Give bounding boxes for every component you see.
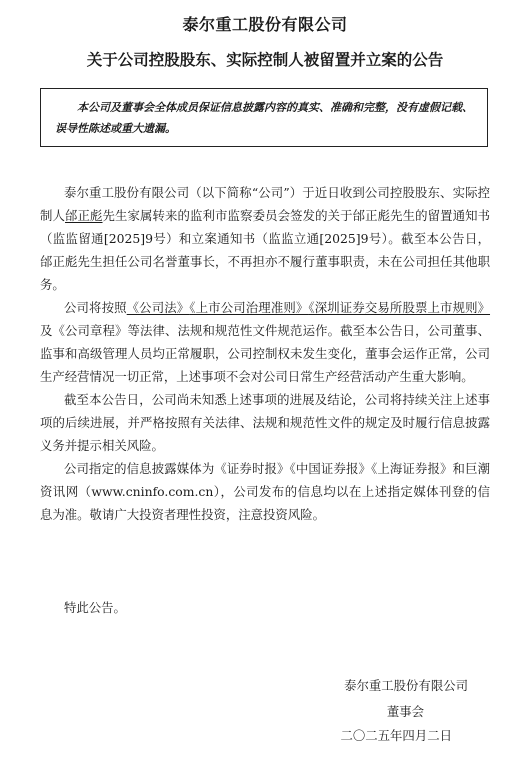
signature-company: 泰尔重工股份有限公司 xyxy=(344,678,468,693)
law-governance-code: 《上市公司治理准则》 xyxy=(189,300,309,315)
person-name-underlined: 邰正彪 xyxy=(65,208,103,223)
paragraph-3: 截至本公告日，公司尚未知悉上述事项的进展及结论，公司将持续关注上述事项的后续进展，并严格按照有关法律、法规和规范性文件的规定及时履行信息披露义务并提示相关风险。 xyxy=(40,392,490,453)
paragraph-1-part-a: 泰尔重工股份有限公司（以下简称“公司”）于近日收到公司控股股东、实际控制人 xyxy=(40,185,490,223)
signature-board: 董事会 xyxy=(386,704,424,719)
disclaimer-text: 本公司及董事会全体成员保证信息披露内容的真实、准确和完整，没有虚假记载、误导性陈述或重大遗漏。 xyxy=(55,101,473,135)
paragraph-2-part-a: 公司将按照 xyxy=(64,300,127,315)
law-company-law: 《公司法》 xyxy=(126,300,190,315)
company-name-heading: 泰尔重工股份有限公司 xyxy=(182,15,348,34)
paragraph-1 xyxy=(40,181,490,296)
disclaimer-box xyxy=(40,88,488,147)
announcement-body xyxy=(40,181,490,526)
closing-remark: 特此公告。 xyxy=(64,600,126,615)
paragraph-4: 公司指定的信息披露媒体为《证券时报》《中国证券报》《上海证券报》和巨潮资讯网（www.cninfo.com.cn），公司发布的信息均以在上述指定媒体刊登的信息为准。敬请广大投资者理性投资，注意投资风险。 xyxy=(40,461,490,522)
announcement-title: 关于公司控股股东、实际控制人被留置并立案的公告 xyxy=(86,51,444,69)
signature-date: 二〇二五年四月二日 xyxy=(340,728,452,743)
paragraph-2-part-b: 及《公司章程》等法律、法规和规范性文件规范运作。截至本公告日，公司董事、监事和高级管理人员均正常履职，公司控制权未发生变化，董事会运作正常，公司生产经营情况一切正常，上述事项不会对公司日常生产经营活动产生重大影响。 xyxy=(40,323,490,384)
law-listing-rules: 《深圳证券交易所股票上市规则》 xyxy=(308,300,491,315)
paragraph-2 xyxy=(40,296,490,388)
paragraph-1-part-b: 先生家属转来的监利市监察委员会签发的关于邰正彪先生的留置通知书（监监留通[2025]9号）和立案通知书（监监立通[2025]9号）。截至本公告日，邰正彪先生担任公司名誉董事长，不再担亦不履行董事职责，未在公司担任其他职务。 xyxy=(40,208,491,292)
